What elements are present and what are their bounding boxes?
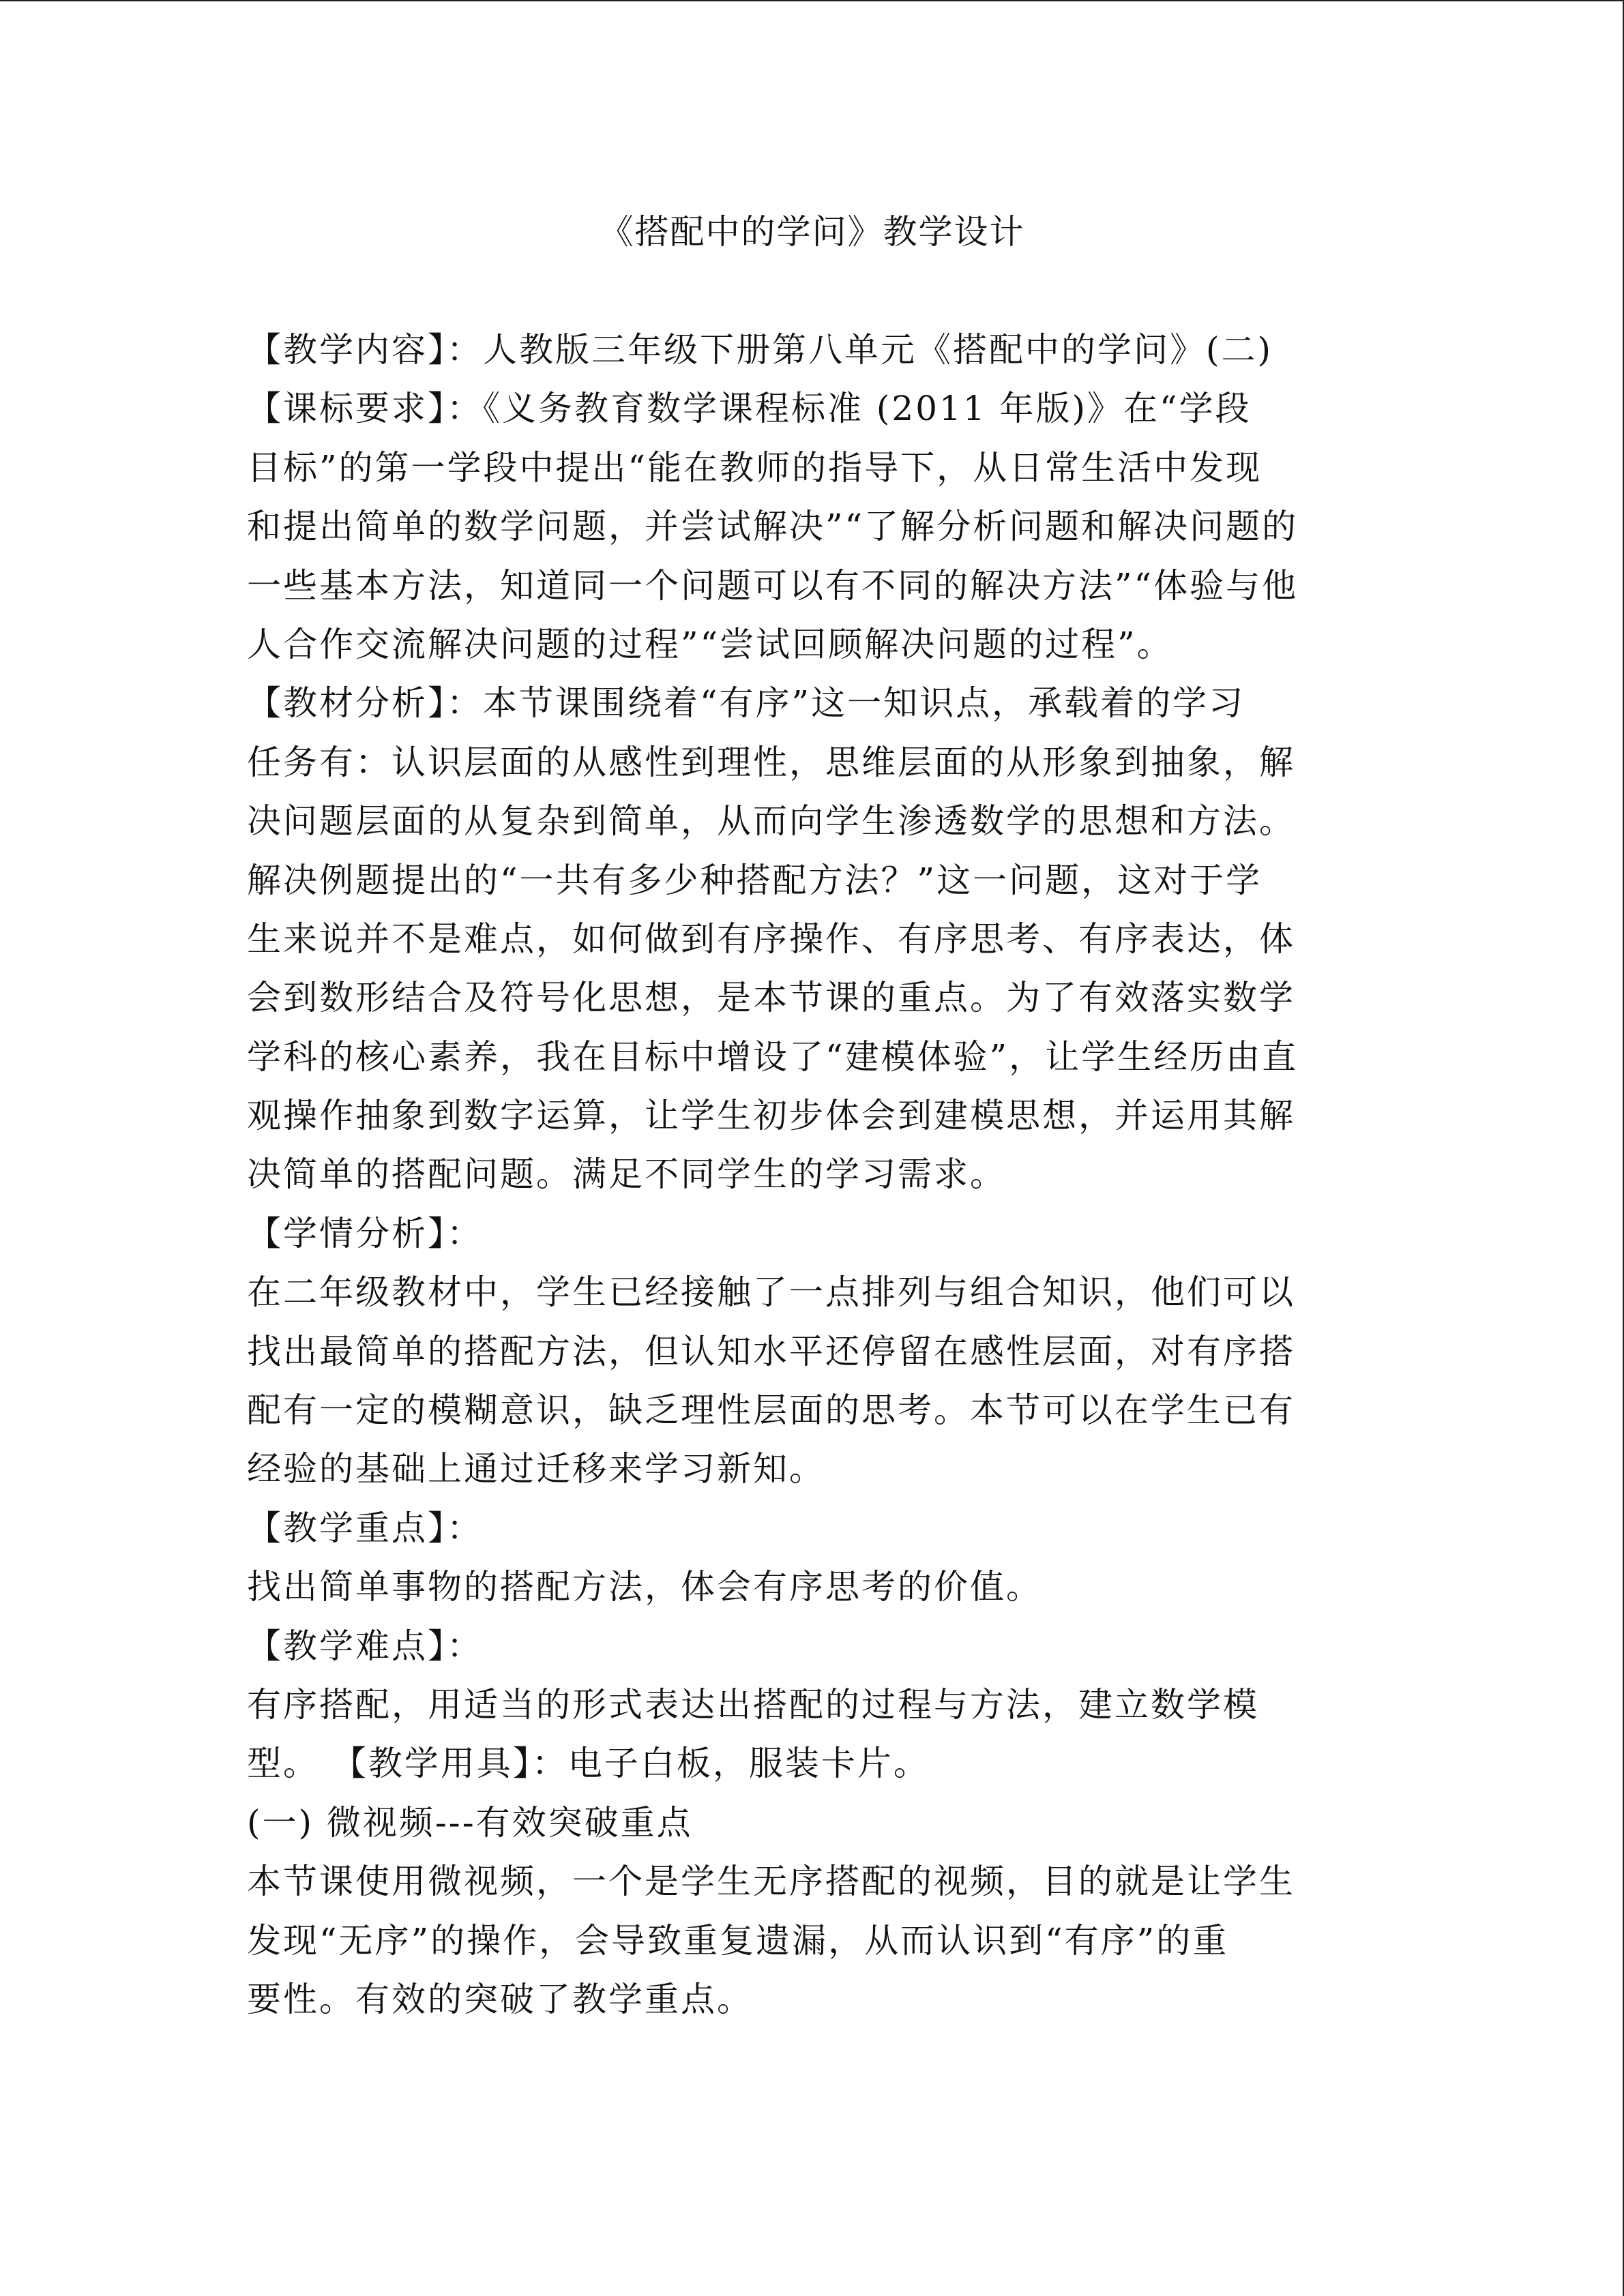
text-line: 生来说并不是难点，如何做到有序操作、有序思考、有序表达，体 bbox=[247, 919, 1295, 959]
text-line: 找出最简单的搭配方法，但认知水平还停留在感性层面，对有序搭 bbox=[247, 1331, 1295, 1371]
text-line: 【课标要求】：《义务教育数学课程标准 (2011 年版)》在“学段 bbox=[247, 389, 1252, 429]
text-line: (一) 微视频---有效突破重点 bbox=[247, 1802, 693, 1843]
text-line: 决简单的搭配问题。满足不同学生的学习需求。 bbox=[247, 1154, 1006, 1195]
document-body bbox=[247, 320, 1379, 2029]
text-line: 发现“无序”的操作，会导致重复遗漏，从而认识到“有序”的重 bbox=[247, 1920, 1229, 1960]
text-line: 在二年级教材中，学生已经接触了一点排列与组合知识，他们可以 bbox=[247, 1272, 1295, 1313]
text-line: 找出简单事物的搭配方法，体会有序思考的价值。 bbox=[247, 1567, 1042, 1607]
text-line: 任务有：认识层面的从感性到理性，思维层面的从形象到抽象，解 bbox=[247, 742, 1295, 782]
text-line: 经验的基础上通过迁移来学习新知。 bbox=[247, 1449, 825, 1489]
text-line: 要性。有效的突破了教学重点。 bbox=[247, 1979, 753, 2019]
text-line: 和提出简单的数学问题，并尝试解决”“了解分析问题和解决问题的 bbox=[247, 507, 1299, 547]
text-line: 本节课使用微视频，一个是学生无序搭配的视频，目的就是让学生 bbox=[247, 1862, 1295, 1902]
text-line: 一些基本方法，知道同一个问题可以有不同的解决方法”“体验与他 bbox=[247, 565, 1299, 606]
text-line: 有序搭配，用适当的形式表达出搭配的过程与方法，建立数学模 bbox=[247, 1684, 1259, 1725]
text-line: 人合作交流解决问题的过程”“尝试回顾解决问题的过程”。 bbox=[247, 624, 1173, 664]
text-line: 学科的核心素养，我在目标中增设了“建模体验”，让学生经历由直 bbox=[247, 1037, 1299, 1077]
text-line: 配有一定的模糊意识，缺乏理性层面的思考。本节可以在学生已有 bbox=[247, 1390, 1295, 1431]
text-line: 决问题层面的从复杂到简单，从而向学生渗透数学的思想和方法。 bbox=[247, 801, 1295, 841]
text-line: 【教学重点】： bbox=[247, 1508, 483, 1548]
text-line: 【教材分析】：本节课围绕着“有序”这一知识点，承载着的学习 bbox=[247, 683, 1245, 724]
text-line: 解决例题提出的“一共有多少种搭配方法？”这一问题，这对于学 bbox=[247, 860, 1263, 900]
text-line: 会到数形结合及符号化思想，是本节课的重点。为了有效落实数学 bbox=[247, 978, 1295, 1018]
text-line: 观操作抽象到数字运算，让学生初步体会到建模思想，并运用其解 bbox=[247, 1096, 1295, 1136]
document-title: 《搭配中的学问》教学设计 bbox=[599, 212, 1025, 252]
text-line: 【学情分析】： bbox=[247, 1213, 483, 1253]
text-line: 【教学内容】：人教版三年级下册第八单元《搭配中的学问》(二) bbox=[247, 330, 1273, 370]
text-line: 型。 【教学用具】：电子白板，服装卡片。 bbox=[247, 1744, 930, 1784]
text-line: 目标”的第一学段中提出“能在教师的指导下，从日常生活中发现 bbox=[247, 447, 1263, 488]
text-line: 【教学难点】： bbox=[247, 1626, 483, 1666]
